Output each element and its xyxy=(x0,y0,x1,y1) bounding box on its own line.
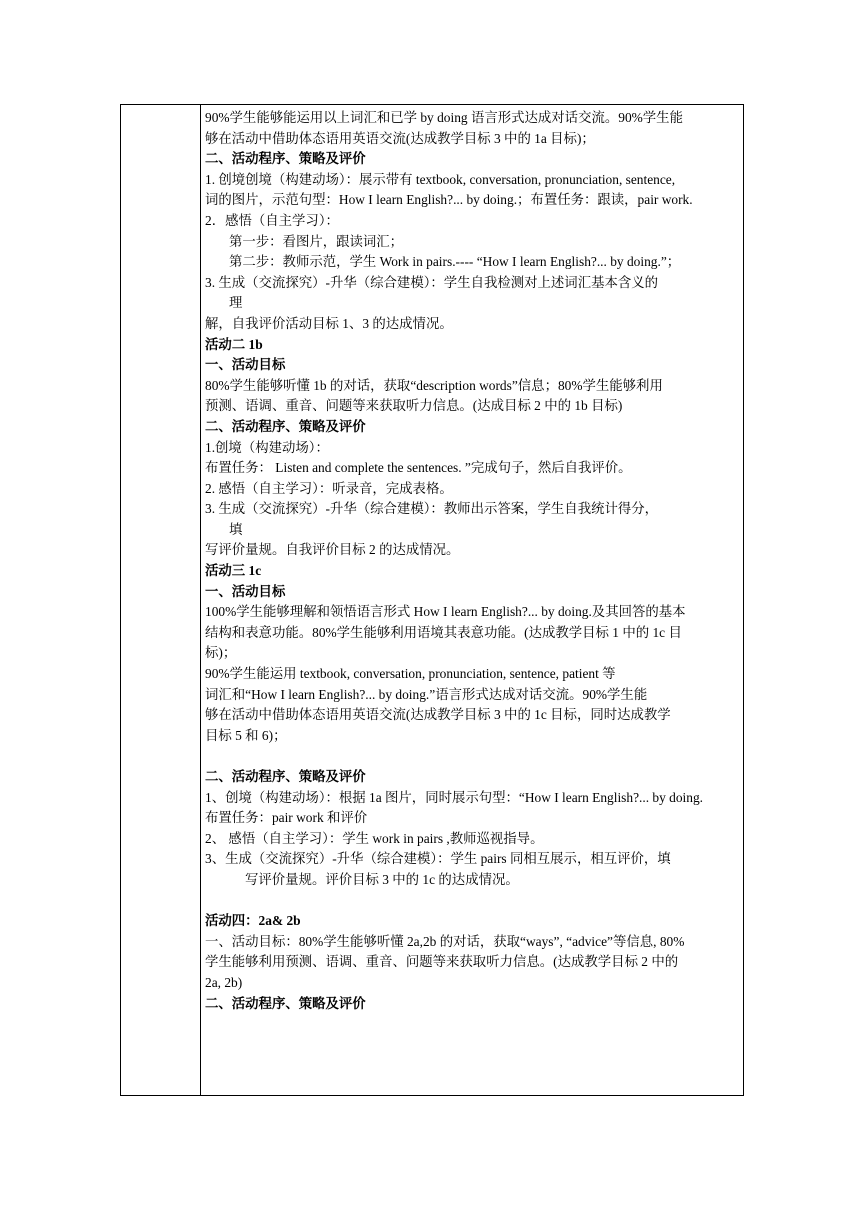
text-line: 结构和表意功能。80%学生能够利用语境其表意功能。(达成教学目标 1 中的 1c 目 xyxy=(205,624,682,640)
blank-line xyxy=(205,746,739,767)
text-line: 80%学生能够听懂 1b 的对话，获取“description words”信息；80%学生能够利用 xyxy=(205,377,663,393)
text-line: 第一步：看图片，跟读词汇； xyxy=(229,233,404,249)
section-heading: 二、活动程序、策略及评价 xyxy=(205,769,366,784)
text-line: 2、 感悟（自主学习）：学生 work in pairs ,教师巡视指导。 xyxy=(205,830,544,846)
text-line: 理 xyxy=(229,295,243,311)
text-line: 布置任务： Listen and complete the sentences. ”完成句子，然后自我评价。 xyxy=(205,460,632,476)
blank-line xyxy=(205,891,739,912)
text-line: 2．感悟（自主学习）： xyxy=(205,212,339,228)
text-line: 写评价量规。自我评价目标 2 的达成情况。 xyxy=(205,542,460,558)
text-line: 填 xyxy=(229,521,243,537)
text-line: 词的图片，示范句型：How I learn English?... by doing.；布置任务：跟读，pair work. xyxy=(205,192,693,208)
text-line: 布置任务：pair work 和评价 xyxy=(205,810,368,826)
text-line: 写评价量规。评价目标 3 中的 1c 的达成情况。 xyxy=(245,871,519,887)
text-line: 解，自我评价活动目标 1、3 的达成情况。 xyxy=(205,315,453,331)
text-line: 第二步：教师示范，学生 Work in pairs.---- “How I learn English?... by doing.”； xyxy=(229,254,681,270)
content-cell xyxy=(205,108,739,1014)
text-line: 标)； xyxy=(205,645,237,661)
text-line: 够在活动中借助体态语用英语交流(达成教学目标 3 中的 1c 目标，同时达成教学 xyxy=(205,707,671,723)
text-line: 目标 5 和 6)； xyxy=(205,727,287,743)
text-line: 2. 感悟（自主学习）：听录音，完成表格。 xyxy=(205,480,453,496)
text-line: 90%学生能够能运用以上词汇和已学 by doing 语言形式达成对话交流。90%学生能 xyxy=(205,110,683,125)
text-line: 100%学生能够理解和领悟语言形式 How I learn English?... by doing.及其回答的基本 xyxy=(205,604,686,620)
text-line: 1、创境（构建动场）：根据 1a 图片，同时展示句型：“How I learn English?... by doing. xyxy=(205,789,704,805)
text-line: 90%学生能运用 textbook, conversation, pronunciation, sentence, patient 等 xyxy=(205,666,616,682)
section-heading: 二、活动程序、策略及评价 xyxy=(205,418,366,434)
text-line: 3. 生成（交流探究）-升华（综合建模）：教师出示答案，学生自我统计得分， xyxy=(205,501,659,517)
text-line: 一、活动目标：80%学生能够听懂 2a,2b 的对话，获取“ways”, “advice”等信息, 80% xyxy=(205,933,685,949)
text-line: 学生能够利用预测、语调、重音、问题等来获取听力信息。(达成教学目标 2 中的 xyxy=(205,954,679,970)
text-line: 1.创境（构建动场）： xyxy=(205,439,329,455)
lesson-plan-table xyxy=(120,104,744,1096)
text-line: 词汇和“How I learn English?... by doing.”语言形式达成对话交流。90%学生能 xyxy=(205,686,648,702)
text-line: 2a, 2b) xyxy=(205,974,243,990)
text-line: 预测、语调、重音、问题等来获取听力信息。(达成目标 2 中的 1b 目标) xyxy=(205,398,623,414)
activity-heading: 活动二 1b xyxy=(205,336,263,352)
section-heading: 一、活动目标 xyxy=(205,583,286,599)
left-column-cell xyxy=(121,105,201,1095)
text-line: 1. 创境创境（构建动场）：展示带有 textbook, conversation, pronunciation, sentence, xyxy=(205,171,676,187)
activity-heading: 活动四：2a& 2b xyxy=(205,913,301,929)
section-heading: 二、活动程序、策略及评价 xyxy=(205,151,366,167)
text-line: 够在活动中借助体态语用英语交流(达成教学目标 3 中的 1a 目标)； xyxy=(205,130,595,146)
activity-heading: 活动三 1c xyxy=(205,563,262,579)
text-line: 3、生成（交流探究）-升华（综合建模）：学生 pairs 同相互展示，相互评价，填 xyxy=(205,851,671,867)
section-heading: 二、活动程序、策略及评价 xyxy=(205,995,366,1011)
section-heading: 一、活动目标 xyxy=(205,357,286,373)
text-line: 3. 生成（交流探究）-升华（综合建模）：学生自我检测对上述词汇基本含义的 xyxy=(205,274,659,290)
